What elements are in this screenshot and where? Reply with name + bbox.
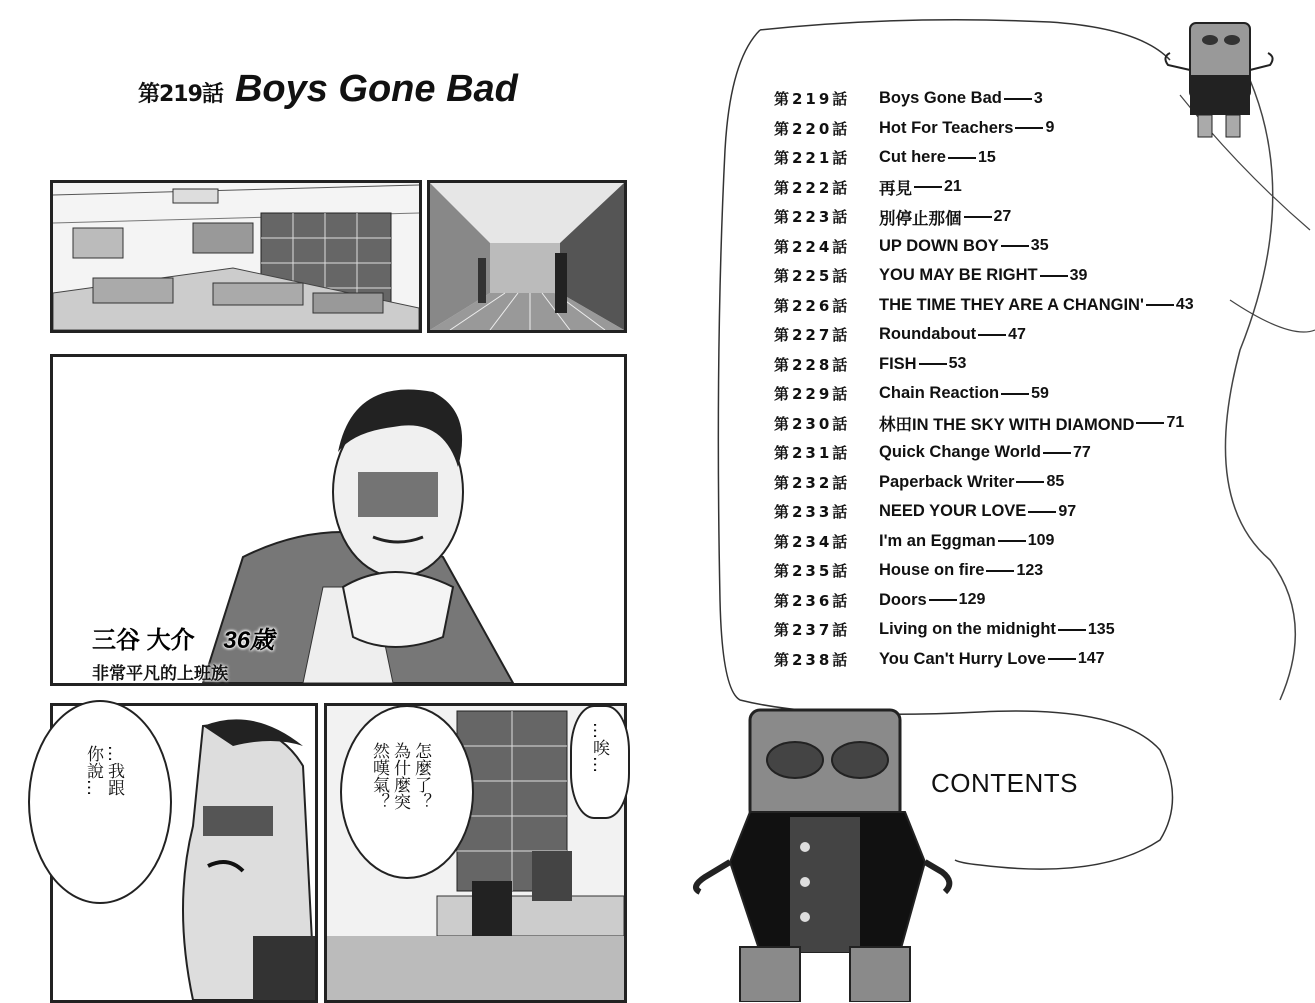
chapter-name: Boys Gone Bad [234,68,518,110]
office-illustration [53,183,419,330]
balloon-text-1: …我跟 你說… [83,745,124,796]
character-caption [92,620,274,684]
toc-row[interactable]: 第237話 Living on the midnight 135 [774,620,1115,640]
toc-row[interactable]: 第225話 YOU MAY BE RIGHT 39 [774,266,1088,286]
corridor-illustration [430,183,624,330]
toc-row[interactable]: 第226話 THE TIME THEY ARE A CHANGIN' 43 [774,295,1194,315]
small-robot-icon [1160,15,1280,145]
toc-row[interactable]: 第235話 House on fire 123 [774,561,1044,581]
contents-heading: CONTENTS [931,768,1078,798]
robot-mascot-icon [680,702,970,1002]
chapter-title [138,68,518,116]
balloon-text-2: 怎麼了？ 為什麼突 然嘆氣？ [369,742,431,810]
toc-row[interactable]: 第234話 I'm an Eggman 109 [774,531,1055,551]
toc-row[interactable]: 第222話 再見 21 [774,178,962,199]
character-age: 36歳 [223,627,275,654]
table-of-contents [774,84,1274,674]
chapter-number: 第219話 [138,82,223,107]
toc-row[interactable]: 第238話 You Can't Hurry Love 147 [774,649,1105,669]
toc-row[interactable]: 第228話 FISH 53 [774,354,967,374]
toc-row[interactable]: 第224話 UP DOWN BOY 35 [774,236,1049,256]
balloon-text-3: …唉… [589,722,609,773]
toc-row[interactable]: 第230話 林田IN THE SKY WITH DIAMOND 71 [774,414,1185,435]
speech-balloon-1 [28,700,172,904]
character-name: 三谷 大介 [92,627,195,654]
toc-row[interactable]: 第221話 Cut here 15 [774,148,996,168]
toc-row[interactable]: 第231話 Quick Change World 77 [774,443,1091,463]
panel-office [50,180,422,333]
toc-row[interactable]: 第236話 Doors 129 [774,590,986,610]
toc-row[interactable]: 第219話 Boys Gone Bad 3 [774,89,1043,109]
toc-row[interactable]: 第233話 NEED YOUR LOVE 97 [774,502,1077,522]
toc-row[interactable]: 第220話 Hot For Teachers 9 [774,118,1055,138]
toc-row[interactable]: 第223話 別停止那個 27 [774,207,1012,228]
character-description: 非常平凡的上班族 [92,664,228,684]
toc-row[interactable]: 第229話 Chain Reaction 59 [774,384,1049,404]
toc-row[interactable]: 第232話 Paperback Writer 85 [774,472,1065,492]
panel-corridor [427,180,627,333]
toc-row[interactable]: 第227話 Roundabout 47 [774,325,1026,345]
